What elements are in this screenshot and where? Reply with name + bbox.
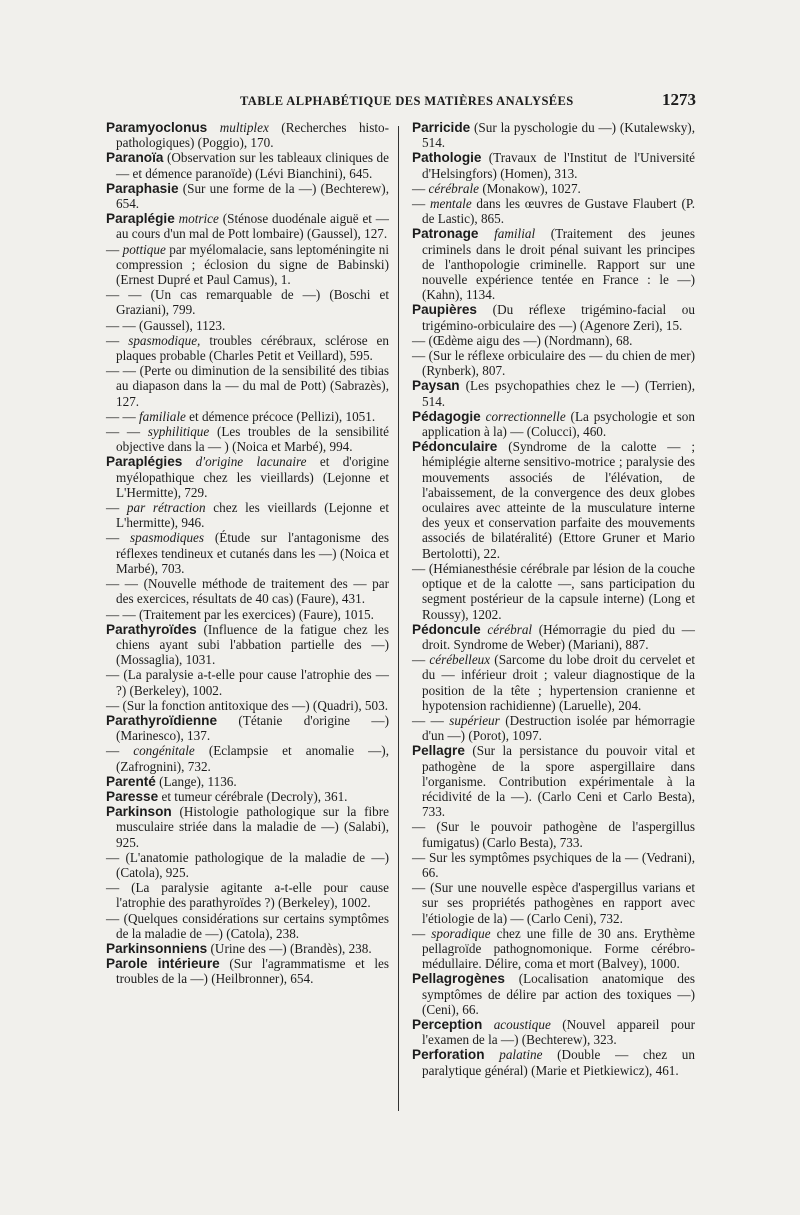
entry-text: chez les vieillards (Lejonne et L'hermitte), 946. [116,500,389,531]
entry-text: (Lange), 1136. [155,773,237,789]
entry-headword: Pellagre [412,743,465,759]
entry-headword: Paraplégie [106,211,175,227]
entry-text: (Destruction isolée par hémorragie d'un —) (Porot), 1097. [422,712,696,744]
index-entry [412,743,695,819]
entry-repeat-marker: — [412,849,429,865]
entry-headword: Parkinsonniens [106,940,208,956]
page-number: 1273 [662,90,696,109]
entry-headword: Pellagrogènes [412,971,505,987]
entry-qualifier: spasmodiques [130,530,205,546]
entry-text: (Eclampsie et anomalie —), (Zafrognini), 732. [116,743,389,774]
entry-repeat-marker: — — [412,712,450,728]
index-entry [412,971,695,1017]
index-entry [412,926,695,972]
entry-text: (Double — chez un paralytique général) (Marie et Pietkiewicz), 461. [422,1047,695,1078]
index-entry [412,713,695,743]
index-entry [106,363,389,409]
entry-headword: Paraplégies [106,454,183,470]
entry-text: (Sur la pyschologie du —) (Kutalewsky), 514. [422,120,695,151]
index-column-right [412,120,695,1078]
entry-qualifier: cérébral [487,621,533,637]
entry-qualifier: par rétraction [126,500,206,516]
entry-text: (La paralysie a-t-elle pour cause l'atrophie des — ?) (Berkeley), 1002. [116,667,389,698]
entry-repeat-marker: — — [106,576,144,592]
entry-headword: Parathyroïdes [106,621,197,637]
index-entry [106,150,389,180]
entry-repeat-marker: — — [106,424,148,440]
running-title: TABLE ALPHABÉTIQUE DES MATIÈRES ANALYSÉES [240,94,574,108]
entry-text: (La psychologie et son application à la) — (Colucci), 460. [422,408,695,440]
entry-qualifier: mentale [429,196,472,212]
entry-text: (Localisation anatomique des symptômes de délire par action des toxiques —) (Ceni), 66. [422,971,695,1017]
entry-headword: Pédoncule [412,621,481,637]
entry-repeat-marker: — [106,667,124,683]
index-entry [412,439,695,561]
index-entry [106,789,389,804]
index-entry [106,242,389,288]
entry-repeat-marker: — — [106,317,139,333]
index-entry [106,774,389,789]
entry-repeat-marker: — [412,880,431,896]
index-entry [106,911,389,941]
index-entry [106,333,389,363]
entry-qualifier: congénitale [133,743,195,759]
entry-text: (Les psychopathies chez le —) (Terrien), 514. [422,378,695,409]
index-entry [106,607,389,622]
entry-qualifier: syphilitique [147,424,210,440]
index-entry [106,941,389,956]
index-entry [412,150,695,180]
index-entry [412,120,695,150]
index-entry [106,576,389,606]
entry-text: dans les œuvres de Gustave Flaubert (P. de Lastic), 865. [422,196,696,227]
index-entry [412,226,695,302]
entry-text: (Nouvelle méthode de traitement des — par des exercices, résultats de 40 cas) (Faure), 431. [116,576,390,607]
entry-text: troubles cérébraux, sclérose en plaques probable (Charles Petit et Veillard), 595. [116,332,390,364]
entry-text: (Syndrome de la calotte — ; hémiplégie alterne sensitivo-motrice ; paralysie des mouvements associés de l'élévation, de l'abaissement, de la convergence des deux globes oculaires avec atteinte de la musculature interne des yeux et conservation parfaite des mouvements associés de bilatéralité) (Ettore Gruner et Mario Bertolotti), 22. [422,439,695,561]
index-entry [106,667,389,697]
index-entry [412,880,695,926]
entry-text: (Un cas remarquable de —) (Boschi et Graziani), 799. [116,287,389,318]
entry-text: (Étude sur l'antagonisme des réflexes tendineux et cutanés dans les —) (Noica et Marbé), 703. [116,530,389,576]
entry-text: (Traitement des jeunes criminels dans le droit pénal suivant les principes de l'anthopologie criminelle. Rapport sur une nouvelle expérience tentée en France : le —) (Kahn), 1134. [422,226,695,303]
entry-headword: Paraphasie [106,180,179,196]
entry-headword: Patronage [412,226,479,242]
entry-text: (Tétanie d'origine —) (Marinesco), 137. [116,712,389,744]
entry-headword: Paranoïa [106,150,164,166]
entry-headword: Perforation [412,1047,485,1063]
entry-repeat-marker: — [412,348,429,364]
index-entry [412,652,695,713]
page-header [100,90,696,112]
entry-qualifier: sporadique [431,925,491,941]
entry-text: (Sur une forme de la —) (Bechterew), 654. [116,180,389,212]
index-entry [106,424,389,454]
index-entry [412,302,695,332]
entry-headword: Parole intérieure [106,956,220,972]
entry-text: (Sténose duodénale aiguë et — au cours d'un mal de Pott lombaire) (Gaussel), 127. [116,211,389,242]
index-entry [106,181,389,211]
entry-repeat-marker: — [106,743,134,759]
entry-text: Sur les symptômes psychiques de la — (Vedrani), 66. [422,849,695,880]
entry-headword: Parricide [412,120,471,135]
entry-text: (Traitement par les exercices) (Faure), 1015. [138,606,374,622]
index-entry [106,409,389,424]
entry-text: (Travaux de l'Institut de l'Université d'Helsingfors) (Homen), 313. [422,150,695,181]
entry-repeat-marker: — [412,180,429,196]
index-entry [106,880,389,910]
entry-repeat-marker: — [106,849,126,865]
entry-text: (Sur la persistance du pouvoir vital et pathogène de la spore aspergillaire dans l'organisme. Contribution expérimentale à la récidivité de la —). (Carlo Ceni et Carlo Besta), 733. [422,743,695,820]
entry-qualifier: cérébrale [428,180,480,196]
index-entry [106,454,389,500]
entry-text: (Nouvel appareil pour l'examen de la —) (Bechterew), 323. [422,1016,695,1048]
entry-headword: Parkinson [106,804,172,820]
entry-text: (L'anatomie pathologique de la maladie de —) (Catola), 925. [116,849,389,880]
entry-headword: Parathyroïdienne [106,712,218,728]
entry-headword: Parenté [106,773,156,789]
entry-headword: Perception [412,1016,483,1032]
entry-text: et démence précoce (Pellizi), 1051. [185,408,376,424]
entry-text: (Monakow), 1027. [479,180,581,196]
entry-text: (Influence de la fatigue chez les chiens ayant subi l'abbation partielle des —) (Mossaglia), 1031. [116,621,389,668]
index-entry [412,333,695,348]
entry-qualifier: correctionnelle [485,408,566,424]
index-entry [106,850,389,880]
entry-text: (Sur le pouvoir pathogène de l'aspergillus fumigatus) (Carlo Besta), 733. [422,819,695,850]
entry-text: (Observation sur les tableaux cliniques de — et démence paranoïde) (Lévi Bianchini), 645. [116,150,389,181]
entry-repeat-marker: — [412,560,429,576]
entry-headword: Paupières [412,302,477,318]
index-entry [412,181,695,196]
entry-text: (Hémorragie du pied du — droit. Syndrome de Weber) (Mariani), 887. [422,621,695,652]
index-entry [106,698,389,713]
entry-qualifier: supérieur [449,712,500,728]
index-entry [412,348,695,378]
entry-qualifier: motrice [178,211,219,227]
entry-text: (Sur la fonction antitoxique des —) (Quadri), 503. [122,697,389,713]
entry-text: (Recherches histo-pathologiques) (Poggio), 170. [116,120,389,151]
entry-repeat-marker: — [106,880,132,896]
entry-text: (Urine des —) (Brandès), 238. [207,940,372,956]
entry-headword: Paresse [106,788,159,804]
entry-text: (Sur le réflexe orbiculaire des — du chien de mer) (Rynberk), 807. [422,348,695,379]
index-entry [412,561,695,622]
entry-text: (Du réflexe trigémino-facial ou trigémino-orbiculaire des —) (Agenore Zeri), 15. [422,302,695,333]
entry-text: (Histologie pathologique sur la fibre musculaire striée dans la maladie de —) (Salabi), 925. [116,804,389,850]
index-entry [412,622,695,652]
index-entry [412,850,695,880]
index-entry [412,819,695,849]
entry-repeat-marker: — [106,241,123,257]
index-entry [106,956,389,986]
entry-text: (Sur l'agrammatisme et les troubles de la —) (Heilbronner), 654. [116,956,389,987]
entry-text: (Quelques considérations sur certains symptômes de la maladie de —) (Catola), 238. [116,910,390,941]
entry-text: (Perte ou diminution de la sensibilité des tibias au diapason dans la — du mal de Pott) (Sabrazès), 127. [116,363,389,409]
entry-repeat-marker: — — [106,287,151,303]
entry-repeat-marker: — — [106,606,139,622]
entry-qualifier: multiplex [219,120,269,135]
entry-text: et tumeur cérébrale (Decroly), 361. [158,788,348,804]
entry-text: (Œdème aigu des —) (Nordmann), 68. [428,332,633,348]
entry-repeat-marker: — [106,500,127,516]
entry-repeat-marker: — — [106,408,139,424]
entry-text: par myélomalacie, sans leptoméningite ni compression ; éclosion du signe de Babinski) (Ernest Dupré et Paul Camus), 1. [116,241,390,288]
entry-repeat-marker: — — [106,363,140,379]
index-entry [106,713,389,743]
entry-repeat-marker: — [106,697,123,713]
entry-headword: Pédonculaire [412,439,498,455]
index-entry [106,211,389,241]
entry-qualifier: d'origine lacunaire [195,454,307,470]
entry-repeat-marker: — [412,925,432,941]
entry-headword: Paramyoclonus [106,120,208,135]
index-entry [412,1017,695,1047]
entry-qualifier: familiale [138,408,186,424]
index-column-left [106,120,389,987]
entry-text: (Hémianesthésie cérébrale par lésion de la couche optique et de la calotte —, sans participation du segment postérieur de la capsule interne) (Long et Roussy), 1202. [422,560,695,622]
index-entry [412,409,695,439]
column-divider [398,126,399,1111]
entry-repeat-marker: — [106,530,131,546]
entry-headword: Pédagogie [412,408,481,424]
index-entry [412,378,695,408]
entry-text: (Sarcome du lobe droit du cervelet et du — inférieur droit ; valeur diagnostique de la position de la tête ; hypertension cranienne et hypotension rachidienne) (Laruelle), 204. [422,652,696,713]
entry-text: (Les troubles de la sensibilité objective dans la — ) (Noica et Marbé), 994. [116,424,389,455]
index-entry [106,530,389,576]
index-entry [106,287,389,317]
entry-qualifier: palatine [499,1047,543,1063]
entry-headword: Paysan [412,378,460,394]
index-entry [106,318,389,333]
entry-text: (Sur une nouvelle espèce d'aspergillus varians et sur ses propriétés pathogènes en rapport avec l'étiologie de la) — (Carlo Ceni), 732. [422,880,696,926]
entry-repeat-marker: — [412,652,430,668]
index-entry [106,622,389,668]
index-entry [106,120,389,150]
entry-text: chez une fille de 30 ans. Erythème pellagroïde pathognomonique. Forme cérébro-médullaire. Délire, coma et mort (Balvey), 1000. [422,925,695,972]
entry-repeat-marker: — [412,196,430,212]
entry-headword: Pathologie [412,150,482,166]
entry-qualifier: spasmodique, [128,332,201,348]
index-entry [106,743,389,773]
entry-text: (Gaussel), 1123. [138,317,226,333]
entry-qualifier: cérébelleux [429,652,491,668]
entry-text: et d'origine myélopathique chez les vieillards) (Lejonne et L'Hermitte), 729. [116,454,390,500]
entry-repeat-marker: — [412,332,429,348]
index-entry [412,1047,695,1077]
entry-qualifier: acoustique [493,1016,551,1032]
entry-repeat-marker: — [412,819,437,835]
entry-repeat-marker: — [106,332,129,348]
index-entry [106,500,389,530]
entry-repeat-marker: — [106,910,124,926]
entry-qualifier: pottique [122,241,166,257]
index-entry [412,196,695,226]
entry-qualifier: familial [494,226,536,242]
index-entry [106,804,389,850]
entry-text: (La paralysie agitante a-t-elle pour cause l'atrophie des parathyroïdes ?) (Berkeley), 1002. [116,880,390,911]
